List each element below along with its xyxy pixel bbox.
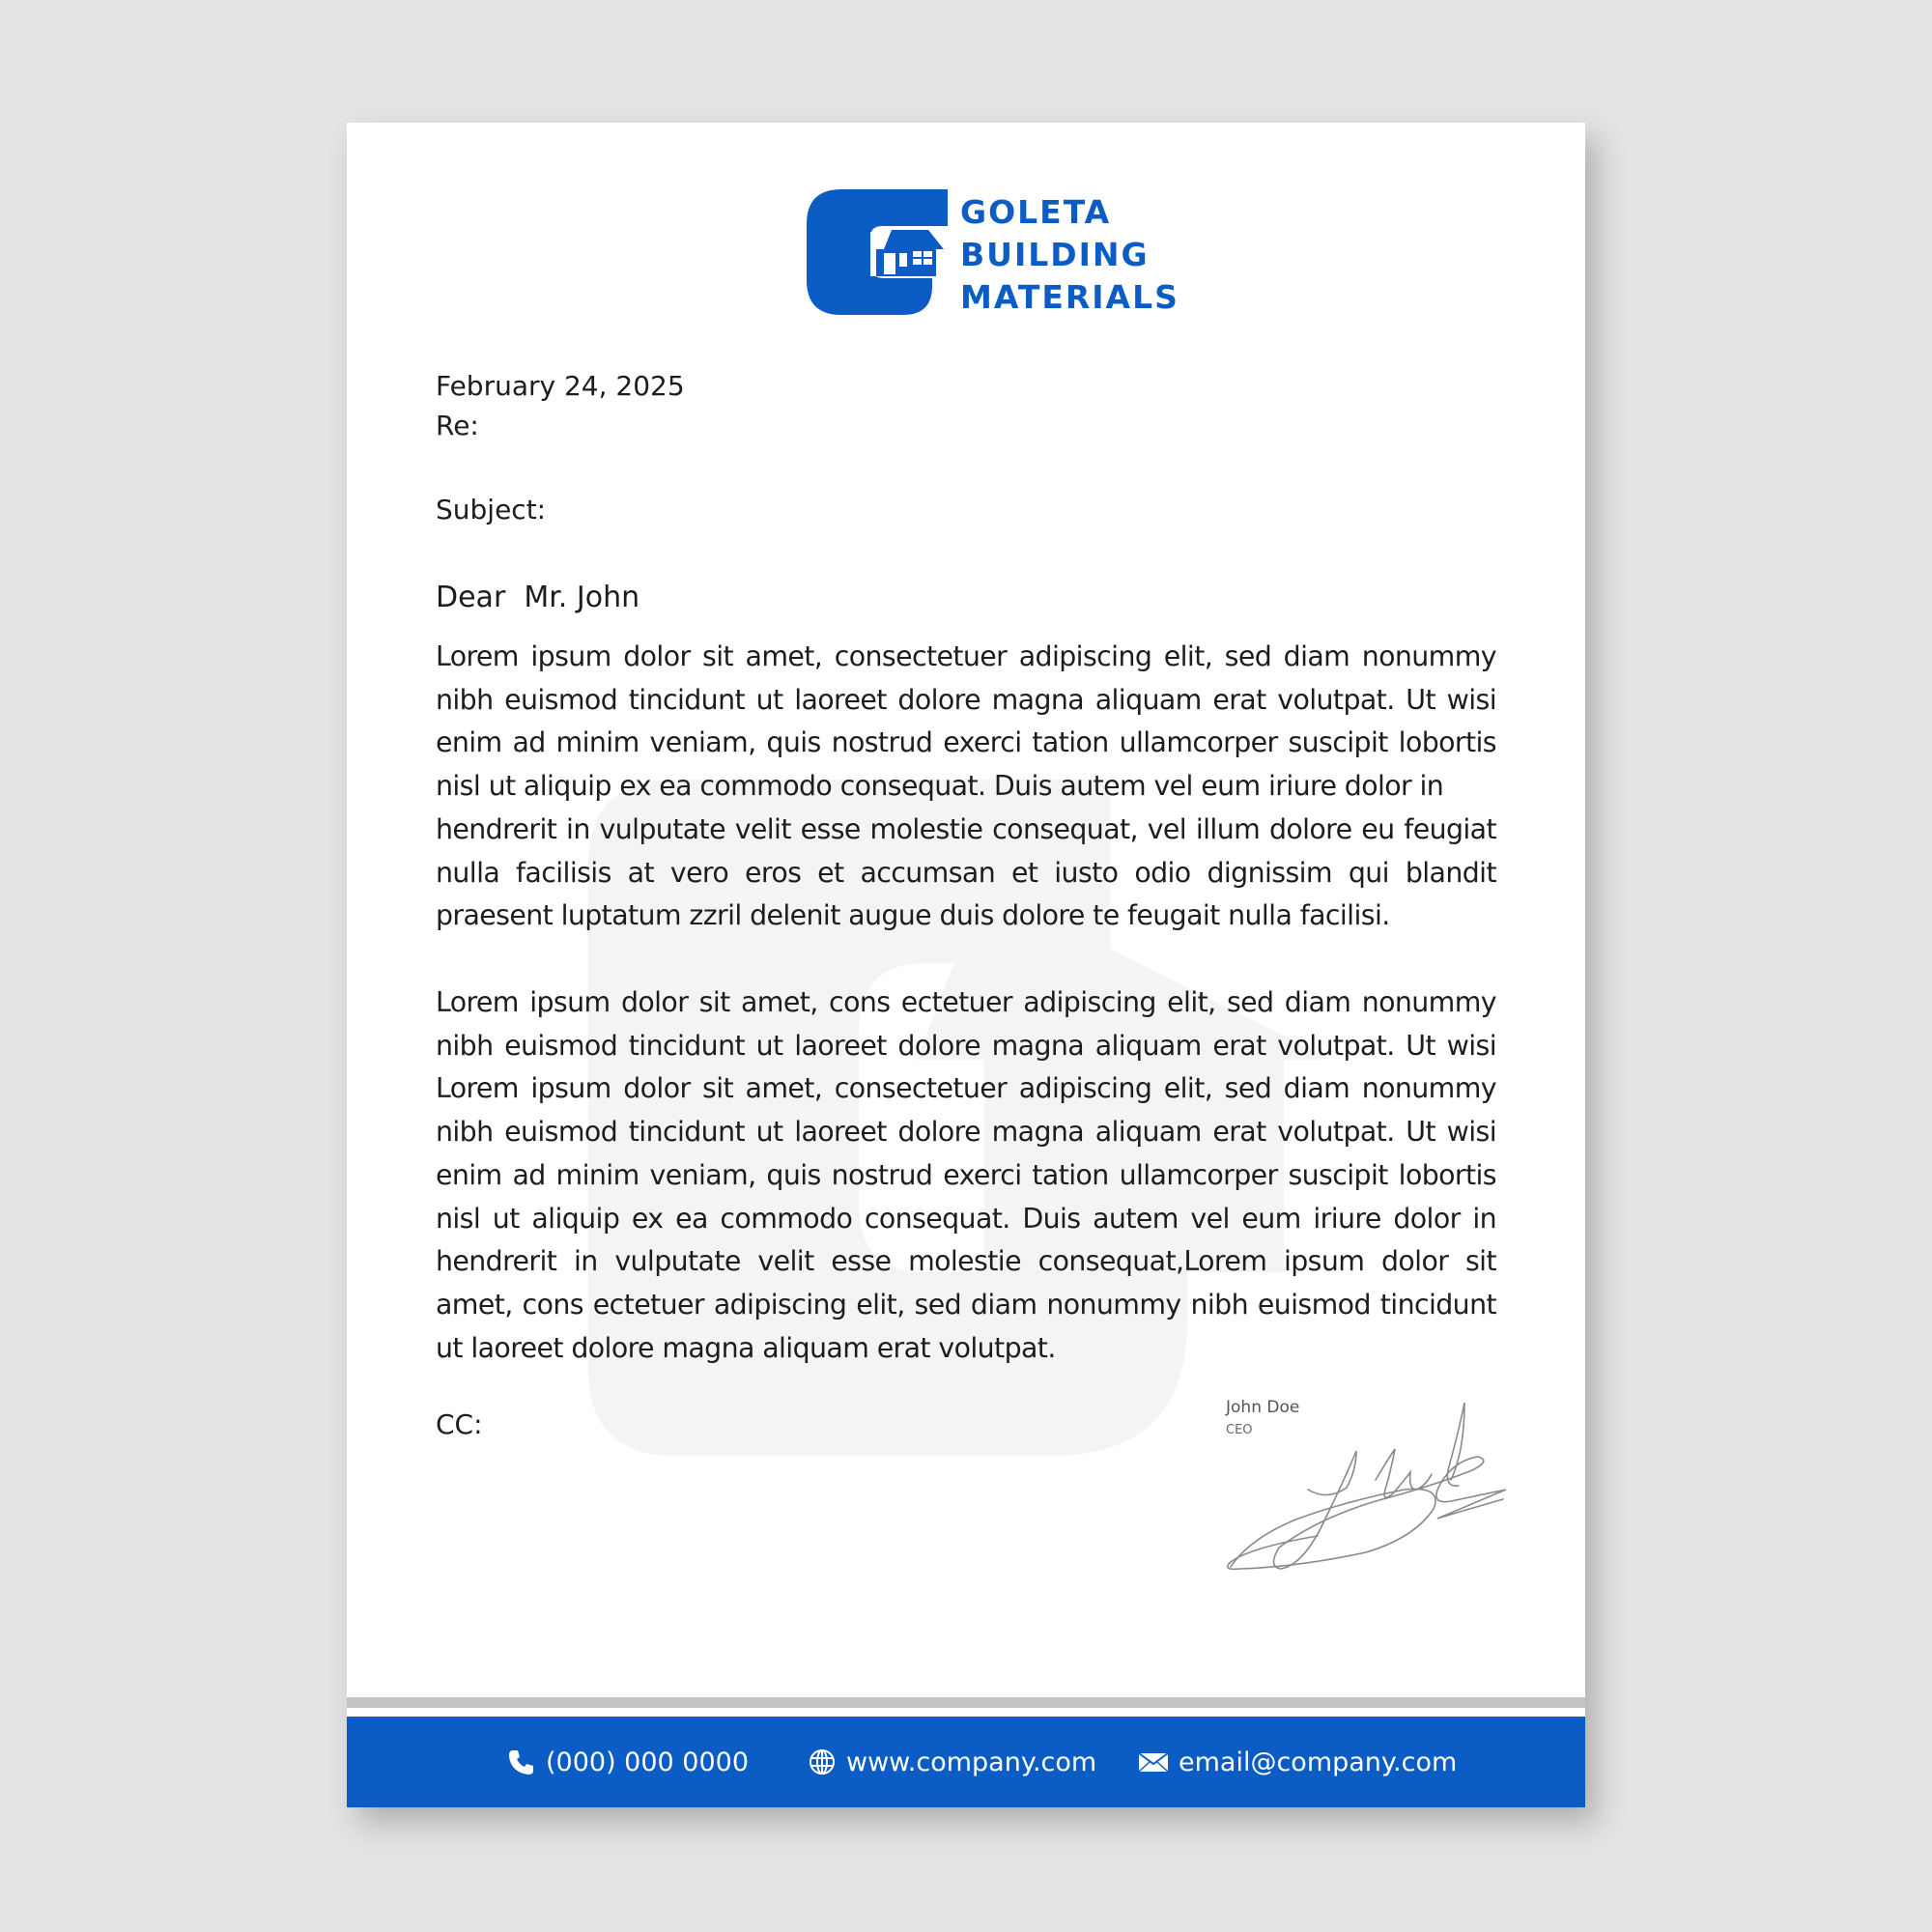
logo-mark-icon [807,189,948,315]
website-url: www.company.com [846,1747,1097,1777]
footer-email[interactable] [1138,1746,1457,1778]
signature-icon [1211,1393,1506,1572]
company-name-line3: MATERIALS [960,278,1179,316]
letter-date: February 24, 2025 [436,370,685,402]
signer-name: John Doe [1226,1398,1300,1417]
company-name-line2: BUILDING [960,236,1150,273]
re-label: Re: [436,410,479,441]
body-paragraph-2: Lorem ipsum dolor sit amet, cons ectetuer adipiscing elit, sed diam nonummy nibh euismod tincidunt ut laoreet dolore magna aliquam erat volutpat. Ut wisi Lorem ipsum dolor sit amet, consectetuer adipiscing elit, sed diam nonummy nibh euismod tincidunt ut laoreet dolore magna aliquam erat volutpat. Ut wisi enim ad minim veniam, quis nostrud exerci tation ullamcorper suscipit lobortis nisl ut aliquip ex ea commodo consequat. Duis autem vel eum iriure dolor in hendrerit in vulputate velit esse molestie consequat,Lorem ipsum dolor sit amet, cons ectetuer adipiscing elit, sed diam nonummy nibh euismod tincidunt ut laoreet dolore magna aliquam erat volutpat. [436,986,1496,1364]
subject-label: Subject: [436,494,547,526]
cc-label: CC: [436,1408,483,1440]
company-name [960,191,1179,319]
company-logo [807,189,1212,315]
footer-website[interactable] [808,1746,1096,1778]
envelope-icon [1138,1750,1169,1774]
globe-icon [808,1747,837,1776]
letterhead-page [347,123,1585,1807]
phone-icon [507,1747,536,1776]
body-paragraph-1: Lorem ipsum dolor sit amet, consectetuer adipiscing elit, sed diam nonummy nibh euismod tincidunt ut laoreet dolore magna aliquam erat volutpat. Ut wisi enim ad minim veniam, quis nostrud exerci tation ullamcorper suscipit lobortis nisl ut aliquip ex ea commodo consequat. Duis autem vel eum iriure dolor in hendrerit in vulputate velit esse molestie consequat, vel illum dolore eu feugiat nulla facilisis at vero eros et accumsan et iusto odio dignissim qui blandit praesent luptatum zzril delenit augue duis dolore te feugait nulla facilisi. [436,640,1496,932]
phone-number: (000) 000 0000 [546,1747,750,1777]
salutation: Dear Mr. John [436,581,640,614]
footer-phone[interactable] [507,1746,749,1778]
email-address: email@company.com [1179,1747,1458,1777]
company-name-line1: GOLETA [960,193,1112,231]
contact-footer [347,1717,1585,1807]
signer-title: CEO [1226,1423,1253,1437]
footer-divider [347,1697,1585,1708]
